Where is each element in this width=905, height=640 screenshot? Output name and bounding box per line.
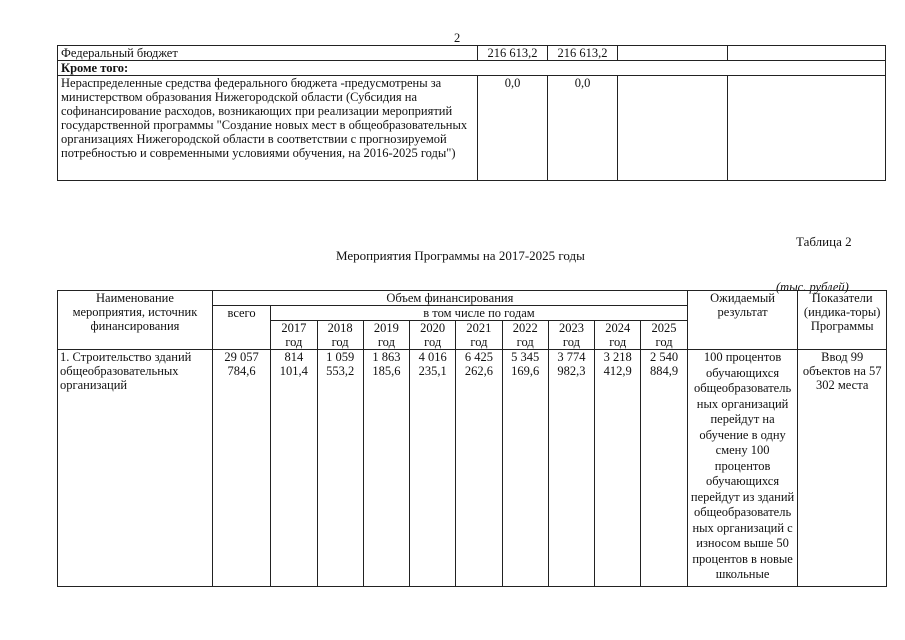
header-year: 2022 год — [502, 321, 548, 350]
unallocated-funds-label: Нераспределенные средства федерального бюджета -предусмотрены за министерством образования Нижегородской области (Субсидия на софинансирование расходов, возникающих при реализации мероприятий государственной программы "Создание новых мест в общеобразовательных организациях Нижегородской области в соответствии с прогнозируемой потребностью и современными условиями обучения, на 2016-2025 годы") — [58, 76, 478, 181]
table-row — [58, 76, 886, 181]
unallocated-value-2: 0,0 — [548, 76, 618, 181]
empty-cell — [728, 46, 886, 61]
header-year: 2021 год — [456, 321, 502, 350]
federal-budget-value-1: 216 613,2 — [478, 46, 548, 61]
measure-year-value: 4 016 235,1 — [410, 350, 456, 587]
program-measures-table — [57, 290, 887, 587]
header-year: 2020 год — [410, 321, 456, 350]
measure-year-value: 1 863 185,6 — [363, 350, 409, 587]
header-year: 2023 год — [548, 321, 594, 350]
measure-indicator: Ввод 99 объектов на 57 302 места — [798, 350, 887, 587]
besides-label: Кроме того: — [58, 61, 886, 76]
measure-total: 29 057 784,6 — [212, 350, 270, 587]
header-year: 2024 год — [595, 321, 641, 350]
empty-cell — [618, 46, 728, 61]
table-row — [58, 46, 886, 61]
table-label: Таблица 2 — [796, 234, 852, 249]
header-expected-result: Ожидаемый результат — [687, 291, 798, 350]
header-year: 2025 год — [641, 321, 687, 350]
measure-year-value: 2 540 884,9 — [641, 350, 687, 587]
measure-year-value: 3 218 412,9 — [595, 350, 641, 587]
table-title: Мероприятия Программы на 2017-2025 годы — [336, 248, 585, 263]
empty-cell — [728, 76, 886, 181]
header-year: 2019 год — [363, 321, 409, 350]
header-by-years: в том числе по годам — [271, 306, 688, 321]
measure-expected-result: 100 процентов обучающихся общеобразователь ных организаций перейдут на обучение в одну смену 100 процентов обучающихся перейдут из зданий общеобразователь ных организаций с износом выше 50 процентов в новые школьные — [687, 350, 798, 587]
measure-name: 1. Строительство зданий общеобразовательных организаций — [58, 350, 213, 587]
table-row — [58, 350, 887, 587]
header-total: всего — [212, 306, 270, 350]
header-year: 2018 год — [317, 321, 363, 350]
measure-year-value: 5 345 169,6 — [502, 350, 548, 587]
budget-table — [57, 45, 886, 181]
federal-budget-label: Федеральный бюджет — [58, 46, 478, 61]
measure-year-value: 1 059 553,2 — [317, 350, 363, 587]
federal-budget-value-2: 216 613,2 — [548, 46, 618, 61]
measure-year-value: 3 774 982,3 — [548, 350, 594, 587]
empty-cell — [618, 76, 728, 181]
unallocated-value-1: 0,0 — [478, 76, 548, 181]
header-volume: Объем финансирования — [212, 291, 687, 306]
table-row — [58, 61, 886, 76]
page-number: 2 — [454, 31, 461, 45]
measure-year-value: 814 101,4 — [271, 350, 317, 587]
header-year: 2017 год — [271, 321, 317, 350]
measure-year-value: 6 425 262,6 — [456, 350, 502, 587]
units-note: (тыс. рублей) — [776, 280, 849, 294]
header-row — [58, 291, 887, 306]
header-name: Наименование мероприятия, источник финансирования — [58, 291, 213, 350]
header-indicators: Показатели (индика-торы) Программы — [798, 291, 887, 350]
